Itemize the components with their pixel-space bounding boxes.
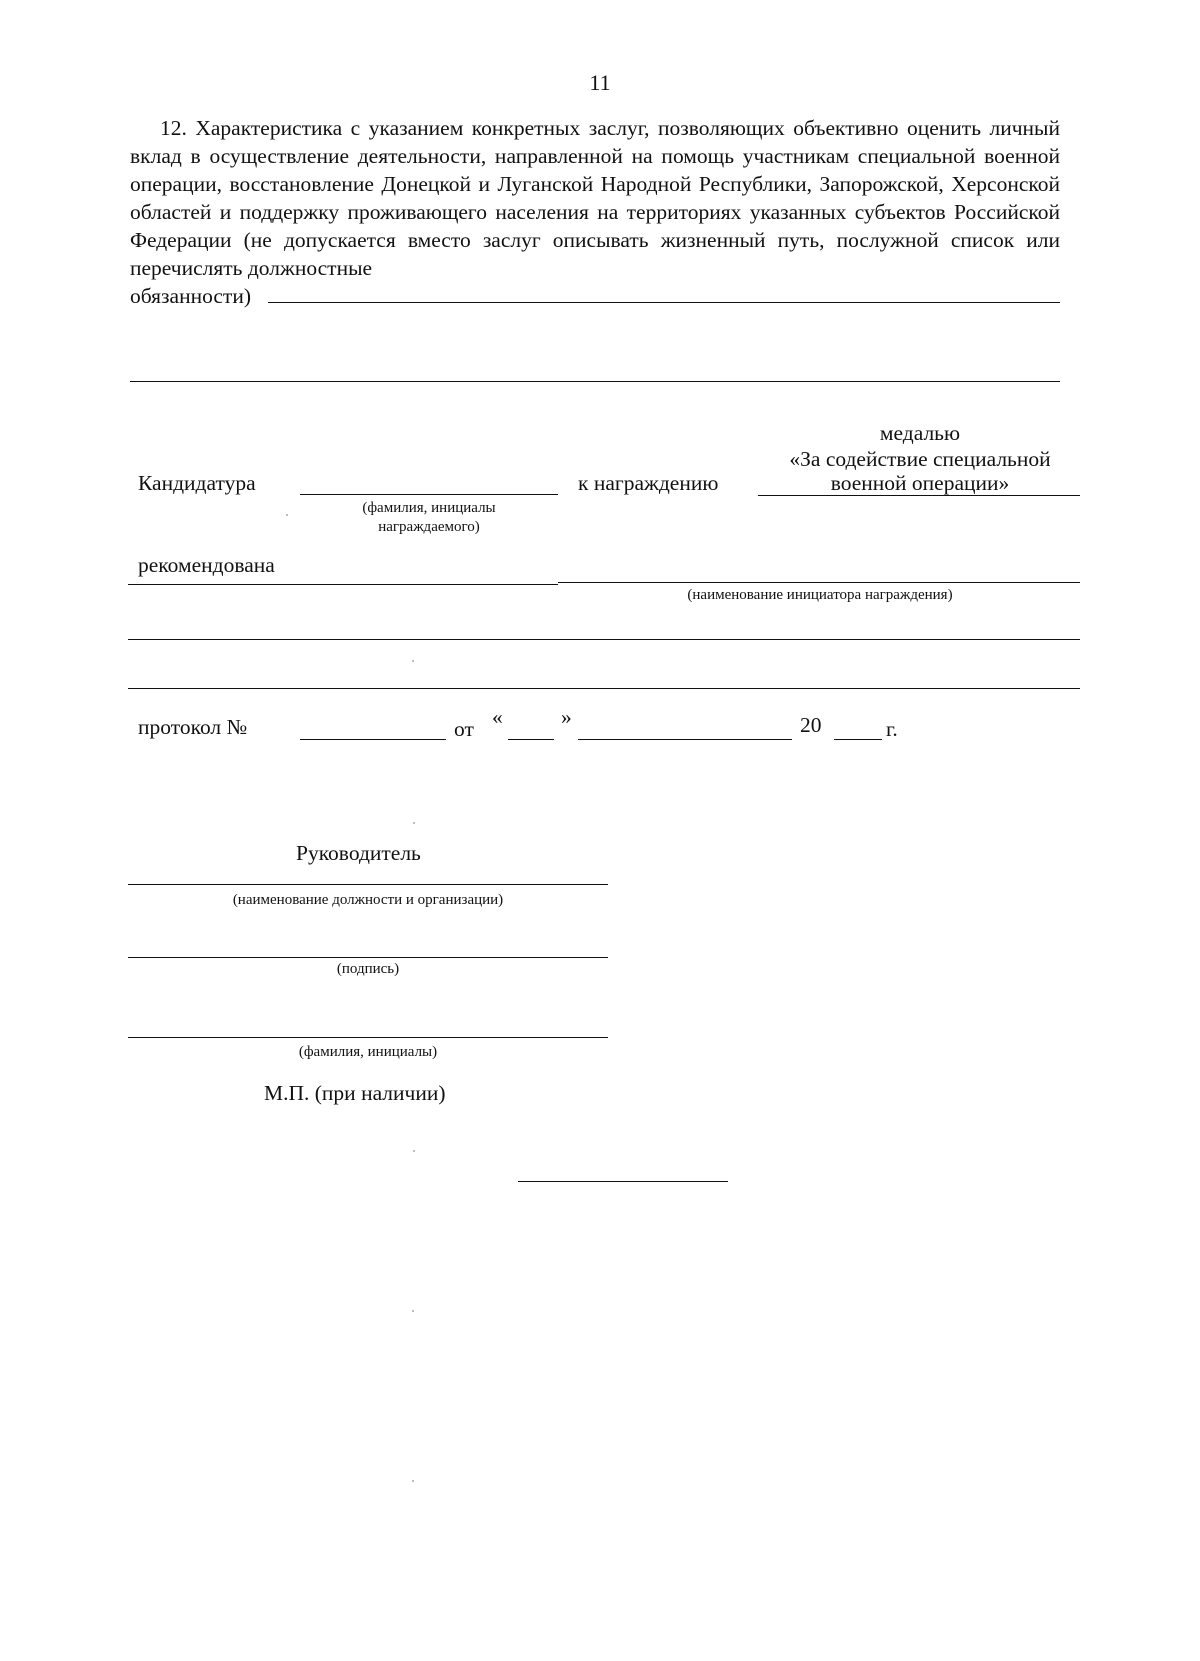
scan-speck xyxy=(412,660,414,662)
closing-separator xyxy=(518,1181,728,1182)
scan-speck xyxy=(413,1150,415,1152)
protocol-month-line[interactable] xyxy=(578,739,792,740)
candidacy-label: Кандидатура xyxy=(138,471,256,495)
quote-close: » xyxy=(561,705,572,729)
to-award-label: к награждению xyxy=(578,471,719,495)
protocol-from-label: от xyxy=(454,717,474,741)
quote-open: « xyxy=(492,705,503,729)
medal-line-1: медалью xyxy=(879,421,961,445)
section-12-paragraph: 12. Характеристика с указанием конкретных заслуг, позволяющих объективно оценить личный вклад в осуществление деятельности, направленной на помощь участникам специальной военной операции, восстановление Донецкой и Луганской Народной Республики, Запорожской, Херсонской областей и поддержку проживающего населения на территориях указанных субъектов Российской Федерации (не допускается вместо заслуг описывать жизненный путь, послужной список или перечислять должностные xyxy=(130,116,1060,280)
protocol-day-line[interactable] xyxy=(508,739,554,740)
scan-speck xyxy=(286,514,288,516)
candidate-name-caption-2: награждаемого) xyxy=(378,519,480,535)
initiator-line-3[interactable] xyxy=(128,688,1080,689)
page-number: 11 xyxy=(589,70,611,95)
characteristic-fill-line-2[interactable] xyxy=(130,381,1060,382)
initiator-line-2[interactable] xyxy=(128,639,1080,640)
head-name-caption: (фамилия, инициалы) xyxy=(298,1044,438,1060)
initiator-line-1[interactable] xyxy=(558,582,1080,583)
scan-speck xyxy=(412,1310,414,1312)
position-caption: (наименование должности и организации) xyxy=(232,892,504,908)
candidate-name-caption-1: (фамилия, инициалы xyxy=(362,500,496,516)
signature-line[interactable] xyxy=(128,957,608,958)
position-line[interactable] xyxy=(128,884,608,885)
protocol-year-line[interactable] xyxy=(834,739,882,740)
medal-line-3: военной операции» xyxy=(830,471,1010,495)
protocol-label: протокол № xyxy=(138,715,248,739)
scan-speck xyxy=(413,822,415,824)
medal-underline xyxy=(758,495,1080,496)
initiator-caption: (наименование инициатора награждения) xyxy=(687,587,953,603)
section-12-last-line: обязанности) xyxy=(130,284,251,308)
head-name-line[interactable] xyxy=(128,1037,608,1038)
head-title: Руководитель xyxy=(296,841,421,865)
characteristic-fill-line-1[interactable] xyxy=(268,302,1060,303)
protocol-number-line[interactable] xyxy=(300,739,446,740)
year-prefix: 20 xyxy=(800,713,822,737)
signature-caption: (подпись) xyxy=(336,961,400,977)
seal-label: М.П. (при наличии) xyxy=(264,1081,446,1105)
candidate-name-line[interactable] xyxy=(300,494,558,495)
recommended-label: рекомендована xyxy=(138,553,275,577)
initiator-line-1-left xyxy=(128,584,558,585)
year-suffix: г. xyxy=(886,717,898,741)
scan-speck xyxy=(412,1480,414,1482)
medal-line-2: «За содействие специальной xyxy=(789,447,1051,471)
